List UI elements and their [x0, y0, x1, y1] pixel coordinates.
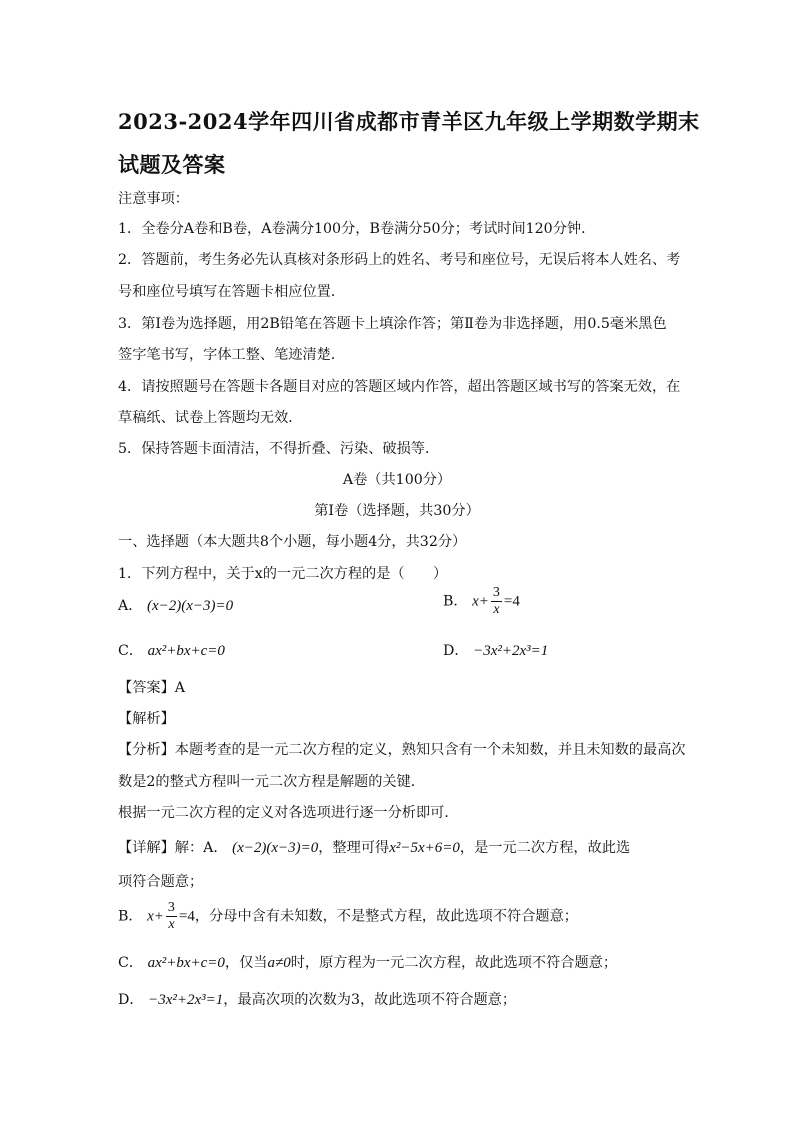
- detail-b-label: B．: [118, 908, 143, 925]
- detail-d-equation: −3x²+2x³=1: [148, 992, 224, 1008]
- detail-b-text: ，分母中含有未知数，不是整式方程，故此选项不符合题意；: [194, 908, 578, 925]
- detail-c-text: 时，原方程为一元二次方程，故此选项不符合题意；: [290, 955, 618, 971]
- part1-title: 第Ⅰ卷（选择题，共30分）: [314, 503, 480, 519]
- detail-d-label: D．: [118, 992, 144, 1008]
- detail-a-mid: ，整理可得: [318, 840, 390, 856]
- fenxi-line-2: 数是2的整式方程叫一元二次方程是解题的关键．: [118, 774, 425, 790]
- fenxi-line-1: 【分析】本题考查的是一元二次方程的定义，熟知只含有一个未知数，并且未知数的最高次: [118, 742, 686, 758]
- notice-item-3-cont: 签字笔书写，字体工整、笔迹清楚．: [118, 347, 346, 363]
- analysis-label: 【解析】: [118, 711, 175, 727]
- option-b-label: B．: [443, 593, 468, 610]
- document-title-line1: 2023-2024学年四川省成都市青羊区九年级上学期数学期末: [118, 109, 700, 134]
- option-d-equation: −3x²+2x³=1: [473, 643, 549, 659]
- option-b-fraction: [491, 585, 502, 618]
- detail-a-equation-2: x²−5x+6=0: [389, 840, 460, 856]
- fenxi-line-3: 根据一元二次方程的定义对各选项进行逐一分析即可．: [118, 805, 459, 821]
- option-a: [118, 595, 233, 615]
- document-title-line2: 试题及答案: [118, 152, 226, 177]
- detail-d-text: ，最高次项的次数为3，故此选项不符合题意；: [223, 992, 517, 1008]
- notice-item-2-cont: 号和座位号填写在答题卡相应位置．: [118, 284, 346, 300]
- option-d-label: D．: [443, 643, 469, 659]
- detail-prefix: 【详解】解：A．: [118, 840, 228, 856]
- option-a-equation: (x−2)(x−3)=0: [146, 598, 234, 614]
- notice-item-3: 3．第Ⅰ卷为选择题，用2B铅笔在答题卡上填涂作答；第Ⅱ卷为非选择题，用0.5毫米黑色: [118, 316, 667, 332]
- detail-b-numerator: 3: [167, 900, 175, 915]
- detail-b-rhs: =4: [178, 908, 195, 925]
- detail-b: [118, 900, 578, 933]
- option-b: [443, 585, 520, 618]
- section-a-title: A卷（共100分）: [342, 472, 452, 488]
- option-d: [443, 640, 548, 660]
- detail-c-condition: a≠0: [267, 955, 291, 971]
- detail-d: [118, 989, 516, 1009]
- option-b-lhs: x+: [472, 593, 489, 610]
- detail-a-equation: (x−2)(x−3)=0: [232, 840, 319, 856]
- detail-c-equation: ax²+bx+c=0: [147, 955, 225, 971]
- detail-b-fraction: [166, 900, 177, 933]
- option-c-equation: ax²+bx+c=0: [147, 643, 225, 659]
- detail-a-line2: 项符合题意；: [118, 874, 204, 890]
- detail-a-end: ，是一元二次方程，故此选: [459, 840, 631, 856]
- notice-item-1: 1．全卷分A卷和B卷，A卷满分100分，B卷满分50分；考试时间120分钟．: [118, 221, 596, 237]
- detail-c-label: C．: [118, 955, 144, 971]
- detail-c-mid: ，仅当: [224, 955, 268, 971]
- choice-heading: 一、选择题（本大题共8个小题，每小题4分，共32分）: [118, 534, 467, 550]
- detail-b-lhs: x+: [147, 908, 164, 925]
- notice-item-5: 5．保持答题卡面清洁，不得折叠、污染、破损等．: [118, 441, 440, 457]
- detail-b-denominator: x: [168, 917, 175, 932]
- question-1-stem: 1．下列方程中，关于x的一元二次方程的是（ ）: [118, 566, 448, 582]
- notice-item-4-cont: 草稿纸、试卷上答题均无效．: [118, 410, 303, 426]
- answer-label: 【答案】A: [118, 680, 185, 696]
- notice-heading: 注意事项：: [118, 191, 189, 207]
- detail-a: [118, 837, 630, 857]
- notice-item-2: 2．答题前，考生务必先认真核对条形码上的姓名、考号和座位号，无误后将本人姓名、考: [118, 252, 681, 268]
- option-c-label: C．: [118, 643, 144, 659]
- option-a-label: A．: [118, 598, 143, 614]
- option-b-denominator: x: [493, 602, 500, 617]
- notice-item-4: 4．请按照题号在答题卡各题目对应的答题区域内作答，超出答题区域书写的答案无效，在: [118, 379, 681, 395]
- option-b-numerator: 3: [492, 585, 500, 600]
- option-b-rhs: =4: [503, 593, 520, 610]
- detail-c: [118, 952, 617, 972]
- option-c: [118, 640, 225, 660]
